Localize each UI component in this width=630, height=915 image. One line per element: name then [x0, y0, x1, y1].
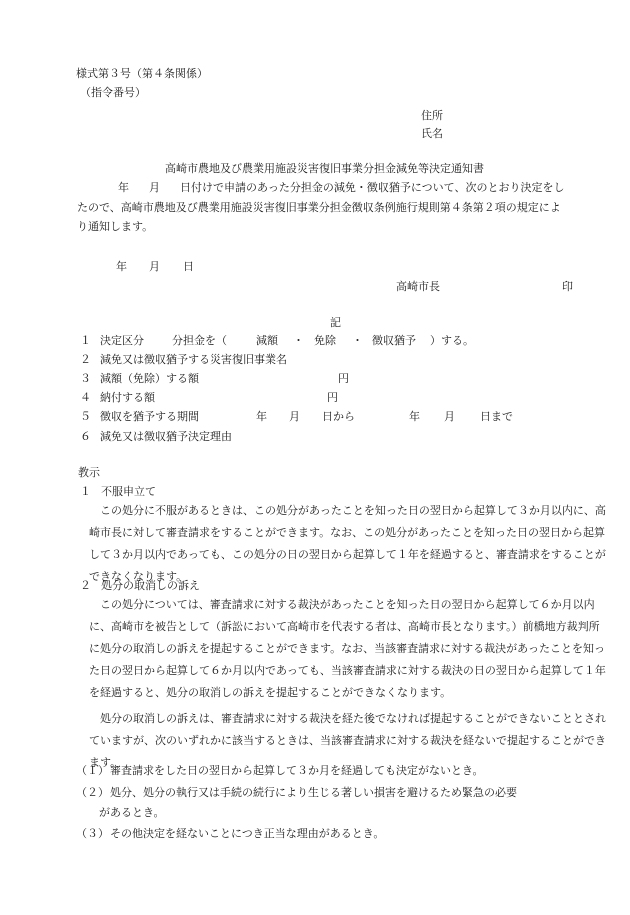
option-separator: ・	[352, 334, 363, 347]
case-number: （３）	[76, 827, 109, 840]
intro-line-3: り通知します。	[77, 220, 154, 233]
address-label: 住所	[421, 109, 443, 122]
date-year: 年	[116, 260, 127, 273]
item-label: 減免又は徴収猶予決定理由	[100, 430, 232, 443]
section-heading: 不服申立て	[101, 485, 156, 498]
from-year: 年	[256, 410, 267, 423]
case-text-continued: があるとき。	[99, 806, 165, 819]
option-deferral: 徴収猶予	[372, 334, 416, 347]
form-number: 様式第３号（第４条関係）	[76, 67, 208, 80]
lawsuit-exceptions-paragraph: 処分の取消しの訴えは、審査請求に対する裁決を経た後でなければ提起することができないこととされていますが、次のいずれかに該当するときは、当該審査請求に対する裁決を経ないで提起することができます。	[89, 712, 606, 769]
intro-line-2: たので、高崎市農地及び農業用施設災害復旧事業分担金徴収条例施行規則第４条第２項の規定によ	[77, 201, 561, 214]
seal-mark: 印	[562, 280, 573, 293]
item-label: 徴収を猶予する期間	[100, 410, 199, 423]
to-day: 日まで	[480, 410, 513, 423]
notice-heading: 教示	[78, 466, 100, 479]
to-month: 月	[444, 410, 455, 423]
case-text: その他決定を経ないことにつき正当な理由があるとき。	[110, 827, 385, 840]
document-title: 高崎市農地及び農業用施設災害復旧事業分担金減免等決定通知書	[165, 162, 484, 175]
item-number: ５	[80, 410, 91, 423]
yen-unit: 円	[327, 391, 338, 404]
section-number: １	[80, 485, 91, 498]
date-day: 日	[183, 260, 194, 273]
item-number: ３	[80, 372, 91, 385]
option-reduction: 減額	[256, 334, 278, 347]
ki-label: 記	[330, 316, 341, 329]
mayor-label: 高崎市長	[396, 280, 440, 293]
appeal-paragraph: この処分に不服があるときは、この処分があったことを知った日の翌日から起算して３か月以内に、高崎市長に対して審査請求をすることができます。なお、この処分があったことを知った日の翌日から起算して３か月以内であっても、この処分の日の翌日から起算して１年を経過すると、審査請求をすることができなくなります。	[89, 504, 606, 583]
item-label: 決定区分	[100, 334, 144, 347]
intro-text: 日付けで申請のあった分担金の減免・徴収猶予について、次のとおり決定をし	[180, 181, 565, 194]
case-text: 審査請求をした日の翌日から起算して３か月を経過しても決定がないとき。	[110, 764, 484, 777]
item-label: 減免又は徴収猶予する災害復旧事業名	[100, 353, 287, 366]
from-day: 日から	[322, 410, 355, 423]
item-number: ４	[80, 391, 91, 404]
lawsuit-paragraph: この処分については、審査請求に対する裁決があったことを知った日の翌日から起算して６か月以内に、高崎市を被告として（訴訟において高崎市を代表する者は、高崎市長となります。）前橋地方裁判所に処分の取消しの訴えを提起することができます。なお、当該審査請求に対する裁決があったことを知った日の翌日から起算して６か月以内であっても、当該審査請求に対する裁決の日の翌日から起算して１年を経過すると、処分の取消しの訴えを提起することができなくなります。	[89, 598, 606, 699]
intro-year: 年	[118, 181, 129, 194]
item-label: 減額（免除）する額	[100, 372, 199, 385]
date-month: 月	[149, 260, 160, 273]
to-year: 年	[409, 410, 420, 423]
case-number: （１）	[76, 764, 109, 777]
item-number: １	[80, 334, 91, 347]
option-exemption: 免除	[314, 334, 336, 347]
section-number: ２	[80, 579, 91, 592]
directive-number: （指令番号）	[80, 86, 146, 99]
item-number: ６	[80, 430, 91, 443]
item-number: ２	[80, 353, 91, 366]
name-label: 氏名	[421, 127, 443, 140]
item-label: 納付する額	[100, 391, 155, 404]
item-text: 分担金を（	[172, 334, 227, 347]
yen-unit: 円	[338, 372, 349, 385]
case-text: 処分、処分の執行又は手続の続行により生じる著しい損害を避けるため緊急の必要	[110, 786, 517, 799]
case-number: （２）	[76, 786, 109, 799]
option-separator: ・	[293, 334, 304, 347]
section-heading: 処分の取消しの訴え	[101, 579, 200, 592]
item-text-end: ）する。	[430, 334, 474, 347]
from-month: 月	[289, 410, 300, 423]
intro-month: 月	[149, 181, 160, 194]
